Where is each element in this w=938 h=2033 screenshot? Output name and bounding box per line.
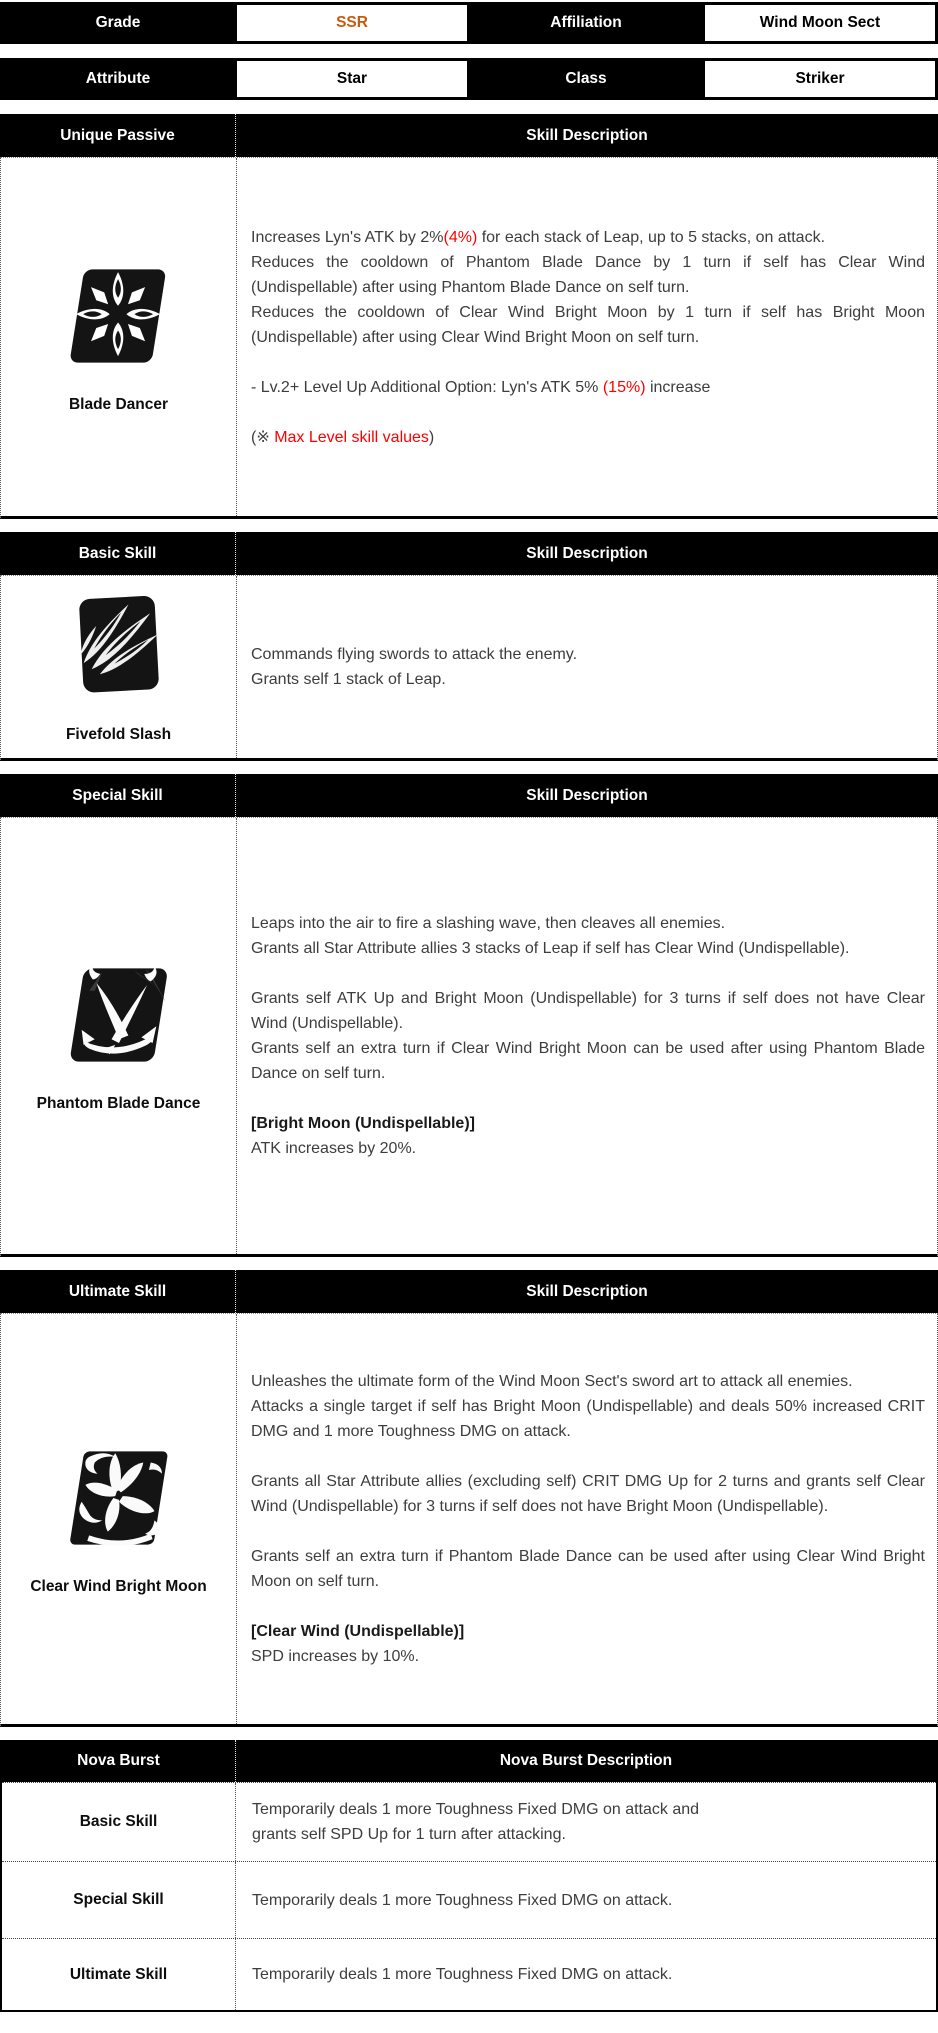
phantom-blade-dance-icon: [60, 959, 178, 1071]
buff-effect: ATK increases by 20%.: [251, 1140, 417, 1157]
grade-value-cell: SSR: [235, 3, 469, 43]
nova-skill-description: Temporarily deals 1 more Toughness Fixed DMG on attack and grants self SPD Up for 1 turn after attacking.: [252, 1801, 700, 1843]
nova-row-basic: [2, 1782, 936, 1861]
ultimate-skill-body: [0, 1313, 938, 1727]
fivefold-slash-icon: [65, 590, 173, 702]
buff-title: [Bright Moon (Undispellable)]: [251, 1115, 475, 1132]
attribute-value-cell: Star: [235, 59, 469, 99]
skill-type-header: Ultimate Skill: [0, 1270, 236, 1313]
skill-type-header: Unique Passive: [0, 114, 236, 157]
ultimate-line-2: Attacks a single target if self has Bright Moon (Undispellable) and deals 50% increased CRIT DMG and 1 more Toughness DMG on attack.: [251, 1398, 925, 1440]
special-line-4: Grants self an extra turn if Clear Wind Bright Moon can be used after using Phantom Blade Dance on self turn.: [251, 1040, 925, 1082]
nova-skill-description: Temporarily deals 1 more Toughness Fixed DMG on attack.: [252, 1966, 673, 1983]
skill-name: Fivefold Slash: [65, 726, 172, 743]
ultimate-skill-cell: [1, 1314, 237, 1724]
unique-passive-section: [0, 114, 938, 519]
clear-wind-bright-moon-icon: [60, 1442, 178, 1554]
nova-burst-label: Nova Burst: [2, 1740, 236, 1782]
skill-description-header: Skill Description: [526, 1282, 648, 1300]
nova-row-special: [2, 1861, 936, 1938]
attribute-label-cell: Attribute: [1, 59, 235, 99]
skill-name: Phantom Blade Dance: [36, 1095, 201, 1112]
affiliation-label-cell: Affiliation: [469, 3, 703, 43]
ultimate-line-3: Grants all Star Attribute allies (excluding self) CRIT DMG Up for 2 turns and grants self Clear Wind (Undispellable) for 3 turns if self does not have Bright Moon (Undispellable).: [251, 1473, 925, 1515]
blade-dancer-icon: [63, 260, 175, 372]
nova-burst-section: [0, 1740, 938, 2012]
skill-type-header: Special Skill: [0, 774, 236, 817]
special-skill-body: [0, 817, 938, 1257]
grade-label-cell: Grade: [1, 3, 235, 43]
special-line-2: Grants all Star Attribute allies 3 stacks of Leap if self has Clear Wind (Undispellable).: [251, 940, 850, 957]
passive-levelup-option: - Lv.2+ Level Up Additional Option: Lyn's ATK 5% (15%) increase: [251, 378, 711, 396]
special-line-3: Grants self ATK Up and Bright Moon (Undispellable) for 3 turns if self does not have Clear Wind (Undispellable).: [251, 990, 925, 1032]
class-value-cell: Striker: [703, 59, 937, 99]
special-skill-header: [0, 774, 938, 817]
nova-skill-name: Special Skill: [2, 1862, 236, 1938]
basic-line-1: Commands flying swords to attack the enemy.: [251, 646, 578, 663]
nova-burst-description-label: Nova Burst Description: [499, 1752, 673, 1769]
ultimate-skill-section: [0, 1270, 938, 1727]
basic-line-2: Grants self 1 stack of Leap.: [251, 671, 446, 688]
info-table-row-1: [0, 2, 938, 44]
basic-skill-description: [237, 576, 937, 758]
ultimate-line-1: Unleashes the ultimate form of the Wind Moon Sect's sword art to attack all enemies.: [251, 1373, 853, 1390]
nova-row-ultimate: [2, 1938, 936, 2010]
passive-line-3: Reduces the cooldown of Clear Wind Bright Moon by 1 turn if self has Bright Moon (Undispellable) after using Clear Wind Bright Moon on self turn.: [251, 303, 925, 346]
nova-skill-name: Ultimate Skill: [2, 1939, 236, 2010]
basic-skill-body: [0, 575, 938, 761]
skill-name: Clear Wind Bright Moon: [30, 1578, 207, 1595]
basic-skill-cell: [1, 576, 237, 758]
basic-skill-section: [0, 532, 938, 761]
nova-burst-header: [2, 1740, 936, 1782]
skill-description-header: Skill Description: [526, 544, 648, 562]
ultimate-skill-description: [237, 1314, 937, 1724]
special-line-1: Leaps into the air to fire a slashing wave, then cleaves all enemies.: [251, 915, 726, 932]
basic-skill-header: [0, 532, 938, 575]
passive-line-1: Increases Lyn's ATK by 2%(4%) for each stack of Leap, up to 5 stacks, on attack.: [251, 228, 826, 246]
ultimate-skill-header: [0, 1270, 938, 1313]
unique-passive-description: [237, 158, 937, 516]
skill-description-header: Skill Description: [526, 786, 648, 804]
affiliation-value-cell: Wind Moon Sect: [703, 3, 937, 43]
passive-line-2: Reduces the cooldown of Phantom Blade Dance by 1 turn if self has Clear Wind (Undispellable) after using Phantom Blade Dance on self turn.: [251, 253, 925, 296]
nova-skill-name: Basic Skill: [2, 1783, 236, 1861]
unique-passive-header: [0, 114, 938, 157]
buff-effect: SPD increases by 10%.: [251, 1648, 420, 1665]
buff-title: [Clear Wind (Undispellable)]: [251, 1623, 465, 1640]
nova-skill-description: Temporarily deals 1 more Toughness Fixed DMG on attack.: [252, 1891, 673, 1909]
class-label-cell: Class: [469, 59, 703, 99]
skill-name: Blade Dancer: [68, 396, 169, 413]
unique-passive-body: [0, 157, 938, 519]
passive-max-level-note: (※ Max Level skill values): [251, 428, 435, 446]
ultimate-line-4: Grants self an extra turn if Phantom Blade Dance can be used after using Clear Wind Bright Moon on self turn.: [251, 1548, 925, 1590]
special-skill-section: [0, 774, 938, 1257]
special-skill-description: [237, 818, 937, 1254]
skill-type-header: Basic Skill: [0, 532, 236, 575]
unique-passive-skill-cell: [1, 158, 237, 516]
info-table-row-2: [0, 58, 938, 100]
special-skill-cell: [1, 818, 237, 1254]
skill-description-header: Skill Description: [526, 126, 648, 144]
